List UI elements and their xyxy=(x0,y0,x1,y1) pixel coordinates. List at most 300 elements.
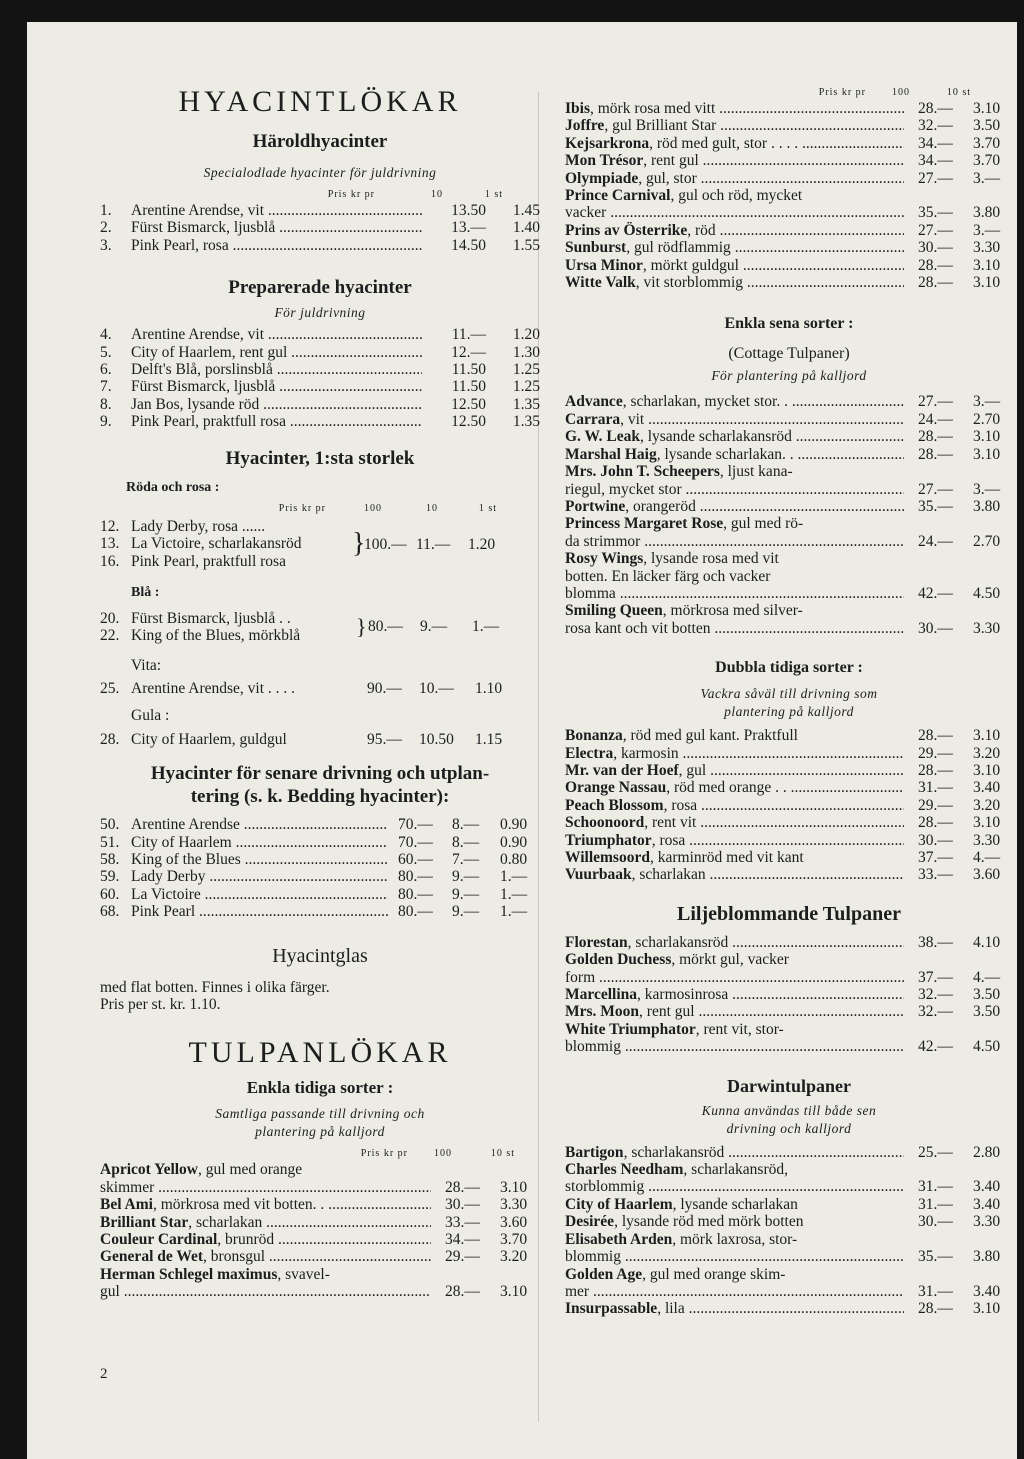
price-100: 38.— xyxy=(918,933,953,951)
price-100: 28.— xyxy=(918,256,953,274)
price-10: 2.70 xyxy=(973,410,1001,428)
price-100: 32.— xyxy=(918,1003,953,1021)
list-item xyxy=(565,257,1013,274)
price-1: 1.30 xyxy=(512,343,540,361)
variety-name: Desirée xyxy=(565,1213,615,1231)
list-item xyxy=(565,727,1013,744)
price-100: 29.— xyxy=(918,744,953,762)
variety-name: Marcellina xyxy=(565,986,638,1004)
variety-name: Ursa Minor xyxy=(565,256,643,274)
variety-name: Apricot Yellow xyxy=(100,1161,199,1179)
list-item xyxy=(565,934,1013,951)
price-10: 14.50 xyxy=(451,236,486,254)
item-name: Brilliant Star, scharlakan ..... xyxy=(100,1214,431,1231)
list-item xyxy=(565,866,1013,883)
price-10: 3.10 xyxy=(973,727,1001,745)
right-column-headers: Pris kr pr 100 10 st xyxy=(818,87,971,98)
price-1: 1.40 xyxy=(512,219,540,237)
list-item xyxy=(565,1196,1013,1213)
list-item xyxy=(100,378,540,395)
price-10: 3.30 xyxy=(973,619,1001,637)
item-number: 5. xyxy=(100,343,112,361)
price-100: 30.— xyxy=(445,1196,480,1214)
variety-name: General de Wet xyxy=(100,1248,204,1266)
item-number: 58. xyxy=(100,850,120,868)
item-name: Kejsarkrona, röd med gult, stor . . . . ..... xyxy=(565,135,904,152)
price-10: 3.50 xyxy=(973,986,1001,1004)
variety-name: Schoonoord xyxy=(565,814,645,832)
item-name: Prins av Österrike, röd ..... xyxy=(565,222,904,239)
price-100: 34.— xyxy=(918,152,953,170)
variety-name: Smiling Queen xyxy=(565,602,663,620)
price-100: 28.— xyxy=(918,1300,953,1318)
price-100: 28.— xyxy=(918,428,953,446)
list-item xyxy=(565,762,1013,779)
item-name: blommig ..... xyxy=(565,1038,904,1055)
list-item xyxy=(565,1248,1013,1265)
list-item: 13. La Victoire, scharlakansröd xyxy=(100,535,302,553)
item-name: Marshal Haig, lysande scharlakan. . ..... xyxy=(565,446,904,463)
item-number: 4. xyxy=(100,326,112,344)
item-name-line: Herman Schlegel maximus, svavel- xyxy=(100,1265,330,1283)
preparerade-list xyxy=(100,326,540,430)
list-item xyxy=(100,903,540,920)
haroldhyacinter-list xyxy=(100,202,540,254)
enkla-sena-list xyxy=(565,393,1013,637)
variety-name: G. W. Leak xyxy=(565,428,640,446)
price-10: 3.10 xyxy=(973,100,1001,117)
variety-name: Brilliant Star xyxy=(100,1213,189,1231)
variety-name: Olympiade xyxy=(565,169,639,187)
variety-name: Golden Age xyxy=(565,1265,643,1283)
variety-name: Carrara xyxy=(565,410,621,428)
price-10: 3.80 xyxy=(973,1248,1001,1266)
price-100: 35.— xyxy=(918,204,953,222)
item-name: Mr. van der Hoef, gul ..... xyxy=(565,762,904,779)
item-number: 7. xyxy=(100,378,112,396)
list-item xyxy=(565,1003,1013,1020)
list-item xyxy=(565,745,1013,762)
item-number: 50. xyxy=(100,816,120,834)
price-10: 3.80 xyxy=(973,497,1001,515)
price-1: 0.90 xyxy=(500,816,528,834)
variety-name: Mrs. John T. Scheepers xyxy=(565,463,720,481)
item-name: City of Haarlem, lysande scharlakan xyxy=(565,1195,798,1213)
hyacintglas-text2: Pris per st. kr. 1.10. xyxy=(100,995,221,1013)
list-item xyxy=(100,1283,540,1300)
variety-name: City of Haarlem xyxy=(565,1195,673,1213)
list-item: 25. Arentine Arendse, vit . . . . 90.— 10.— 1.10 xyxy=(100,679,503,697)
list-item xyxy=(100,834,540,851)
item-name: General de Wet, bronsgul ..... xyxy=(100,1248,431,1265)
item-name: La Victoire ..... xyxy=(131,886,388,903)
roda-prices: 100.— 11.— 1.20 xyxy=(364,536,496,554)
price-1: 1.35 xyxy=(512,395,540,413)
item-name: Witte Valk, vit storblommig ..... xyxy=(565,274,904,291)
bedding-list xyxy=(100,816,540,920)
item-name-line: Mrs. John T. Scheepers, ljust kana- xyxy=(565,463,793,481)
enkla-sena-sub1: (Cottage Tulpaner) xyxy=(728,345,850,363)
list-item xyxy=(100,202,540,219)
price-1: 1.— xyxy=(500,868,528,886)
variety-name: Sunburst xyxy=(565,239,627,257)
price-100: 37.— xyxy=(918,968,953,986)
list-item xyxy=(565,779,1013,796)
item-name: Mon Trésor, rent gul ..... xyxy=(565,152,904,169)
item-name-line: White Triumphator, rent vit, stor- xyxy=(565,1020,784,1038)
bla-prices: 80.— 9.— 1.— xyxy=(368,617,500,635)
item-number: 8. xyxy=(100,395,112,413)
price-100: 28.— xyxy=(918,814,953,832)
price-10: 3.10 xyxy=(973,1300,1001,1318)
list-item: 16. Pink Pearl, praktfull rosa xyxy=(100,552,286,570)
variety-name: Advance xyxy=(565,393,623,411)
item-number: 51. xyxy=(100,833,120,851)
list-item xyxy=(565,152,1013,169)
variety-name: Prince Carnival xyxy=(565,187,671,205)
item-name: gul ..... xyxy=(100,1283,431,1300)
list-item xyxy=(100,1231,540,1248)
item-name-line: Elisabeth Arden, mörk laxrosa, stor- xyxy=(565,1230,798,1248)
list-item xyxy=(565,170,1013,187)
variety-name: Mon Trésor xyxy=(565,152,644,170)
item-name: Orange Nassau, röd med orange . . ..... xyxy=(565,779,904,796)
list-item xyxy=(100,1179,540,1196)
item-name: storblommig ..... xyxy=(565,1178,904,1195)
variety-name: Kejsarkrona xyxy=(565,134,650,152)
price-100: 31.— xyxy=(918,1178,953,1196)
price-100: 28.— xyxy=(918,445,953,463)
enkla-tidiga-subtitle-2: plantering på kalljord xyxy=(255,1124,385,1140)
item-name: Jan Bos, lysande röd ..... xyxy=(131,396,422,413)
tulpanlokar-title: TULPANLÖKAR xyxy=(188,1036,452,1070)
price-1: 0.90 xyxy=(500,833,528,851)
dubbla-sub1: Vackra såväl till drivning som xyxy=(700,686,878,702)
price-10: 3.40 xyxy=(973,1282,1001,1300)
list-item xyxy=(100,237,540,254)
item-name-line: Apricot Yellow, gul med orange xyxy=(100,1161,303,1179)
price-100: 28.— xyxy=(445,1283,480,1301)
price-10: 3.30 xyxy=(973,239,1001,257)
variety-name: Insurpassable xyxy=(565,1300,658,1318)
variety-name: Vuurbaak xyxy=(565,866,632,884)
price-10: 11.50 xyxy=(451,361,486,379)
price-100: 37.— xyxy=(918,849,953,866)
catalog-page xyxy=(27,22,1017,1459)
item-name-line: Princess Margaret Rose, gul med rö- xyxy=(565,515,804,533)
list-item xyxy=(100,219,540,236)
price-10: 3.60 xyxy=(973,866,1001,884)
variety-name: Rosy Wings xyxy=(565,550,644,568)
price-1: 1.— xyxy=(500,903,528,921)
price-10: 4.10 xyxy=(973,933,1001,951)
variety-name: Willemsoord xyxy=(565,849,650,866)
list-item xyxy=(100,396,540,413)
variety-name: Elisabeth Arden xyxy=(565,1230,673,1248)
variety-name: Bartigon xyxy=(565,1143,624,1161)
left-column xyxy=(100,84,540,1301)
variety-name: Portwine xyxy=(565,497,626,515)
price-10: 3.30 xyxy=(500,1196,528,1214)
darwin-sub1: Kunna användas till både sen xyxy=(701,1102,877,1118)
item-name: Pink Pearl, praktfull rosa ..... xyxy=(131,413,422,430)
darwin-heading: Darwintulpaner xyxy=(726,1075,851,1096)
price-100: 80.— xyxy=(398,868,433,886)
storlek-heading: Hyacinter, 1:sta storlek xyxy=(225,447,415,469)
price-100: 28.— xyxy=(918,761,953,779)
list-item xyxy=(100,868,540,885)
list-item xyxy=(565,814,1013,831)
item-number: 9. xyxy=(100,413,112,431)
price-10: 3.— xyxy=(973,221,1001,239)
storlek-column-headers: Pris kr pr 100 10 1 st xyxy=(278,503,497,515)
price-100: 33.— xyxy=(445,1213,480,1231)
price-10: 3.10 xyxy=(500,1178,528,1196)
item-name: Arentine Arendse ..... xyxy=(131,816,388,833)
price-100: 60.— xyxy=(398,850,433,868)
haroldhyacinter-subtitle: Specialodlade hyacinter för juldrivning xyxy=(203,165,437,180)
hyacintglas-heading: Hyacintglas xyxy=(272,944,368,967)
price-100: 31.— xyxy=(918,1282,953,1300)
variety-name: Ibis xyxy=(565,100,590,117)
price-100: 42.— xyxy=(918,1038,953,1056)
price-100: 32.— xyxy=(918,986,953,1004)
item-name: da strimmor ..... xyxy=(565,533,904,550)
dubbla-sub2: plantering på kalljord xyxy=(724,704,854,720)
darwin-sub2: drivning och kalljord xyxy=(726,1120,852,1136)
price-100: 70.— xyxy=(398,833,433,851)
item-name: Lady Derby ..... xyxy=(131,868,388,885)
item-name: Fürst Bismarck, ljusblå ..... xyxy=(131,378,422,395)
hyacintlokar-title: HYACINTLÖKAR xyxy=(178,85,462,118)
price-100: 27.— xyxy=(918,221,953,239)
price-100: 31.— xyxy=(918,779,953,797)
price-10: 3.50 xyxy=(973,1003,1001,1021)
item-name: Pink Pearl ..... xyxy=(131,903,388,920)
enkla-tidiga-heading: Enkla tidiga sorter : xyxy=(246,1078,394,1098)
price-10: 3.30 xyxy=(973,831,1001,849)
variety-name: Mrs. Moon xyxy=(565,1003,640,1021)
bla-label: Blå : xyxy=(131,585,160,601)
price-100: 35.— xyxy=(918,1248,953,1266)
item-name-line: botten. En läcker färg och vacker xyxy=(565,567,771,585)
variety-name: Herman Schlegel maximus xyxy=(100,1265,278,1283)
list-item xyxy=(565,1213,1013,1230)
price-10: 3.10 xyxy=(973,814,1001,832)
preparerade-heading: Preparerade hyacinter xyxy=(228,277,412,299)
gula-label: Gula : xyxy=(131,707,170,725)
variety-name: Charles Needham xyxy=(565,1161,684,1179)
list-item xyxy=(565,239,1013,256)
brace: } xyxy=(356,613,367,639)
price-1: 1.20 xyxy=(512,326,540,344)
price-100: 42.— xyxy=(918,584,953,602)
price-10: 3.— xyxy=(973,480,1001,498)
item-name: King of the Blues ..... xyxy=(131,851,388,868)
list-item xyxy=(565,117,1013,134)
list-item xyxy=(565,832,1013,849)
price-10: 3.— xyxy=(973,393,1001,411)
price-1: 1.— xyxy=(500,885,528,903)
price-100: 28.— xyxy=(918,274,953,292)
list-item xyxy=(565,411,1013,428)
price-10: 7.— xyxy=(452,850,480,868)
price-100: 29.— xyxy=(918,796,953,814)
list-item xyxy=(100,886,540,903)
price-10: 11.— xyxy=(451,326,486,344)
item-name: Olympiade, gul, stor ..... xyxy=(565,170,904,187)
price-100: 28.— xyxy=(445,1178,480,1196)
item-name: riegul, mycket stor ..... xyxy=(565,481,904,498)
price-100: 70.— xyxy=(398,816,433,834)
price-100: 30.— xyxy=(918,619,953,637)
bedding-heading: Hyacinter för senare drivning och utplan- tering (s. k. Bedding hyacinter): xyxy=(150,763,490,808)
list-item xyxy=(565,204,1013,221)
price-10: 4.50 xyxy=(973,1038,1001,1056)
price-100: 27.— xyxy=(918,480,953,498)
item-name: Joffre, gul Brilliant Star ..... xyxy=(565,117,904,134)
variety-name: Triumphator xyxy=(565,831,652,849)
item-name: Schoonoord, rent vit ..... xyxy=(565,814,904,831)
list-item xyxy=(565,1300,1013,1317)
price-100: 24.— xyxy=(918,532,953,550)
enkla-sena-heading: Enkla sena sorter : xyxy=(724,315,854,333)
price-10: 13.50 xyxy=(451,202,486,219)
price-10: 3.10 xyxy=(973,761,1001,779)
tulip-column-headers: Pris kr pr 100 10 st xyxy=(360,1148,515,1160)
item-number: 6. xyxy=(100,361,112,379)
enkla-tidiga-subtitle-1: Samtliga passande till drivning och xyxy=(215,1106,425,1122)
price-100: 35.— xyxy=(918,497,953,515)
list-item xyxy=(565,849,1013,866)
price-1: 1.35 xyxy=(512,413,540,431)
price-10: 3.10 xyxy=(500,1283,528,1301)
item-name: form ..... xyxy=(565,969,904,986)
item-name: Delft's Blå, porslinsblå ..... xyxy=(131,361,422,378)
price-100: 80.— xyxy=(398,885,433,903)
list-item xyxy=(565,585,1013,602)
roda-group xyxy=(100,518,540,570)
list-item xyxy=(565,222,1013,239)
item-name: Florestan, scharlakansröd ..... xyxy=(565,934,904,951)
list-item xyxy=(565,969,1013,986)
item-number: 59. xyxy=(100,868,120,886)
price-10: 4.— xyxy=(973,849,1001,866)
variety-name: Prins av Österrike xyxy=(565,221,688,239)
variety-name: Marshal Haig xyxy=(565,445,657,463)
item-name: Vuurbaak, scharlakan ..... xyxy=(565,866,904,883)
item-name: Desirée, lysande röd med mörk botten xyxy=(565,1213,804,1231)
item-name: blommig ..... xyxy=(565,1248,904,1265)
list-item xyxy=(565,393,1013,410)
price-100: 28.— xyxy=(918,100,953,117)
price-10: 3.— xyxy=(973,169,1001,187)
price-10: 3.70 xyxy=(500,1231,528,1248)
price-1: 0.80 xyxy=(500,850,528,868)
price-10: 4.50 xyxy=(973,584,1001,602)
item-name-line: Rosy Wings, lysande rosa med vit xyxy=(565,550,779,568)
item-name: Arentine Arendse, vit ..... xyxy=(131,326,422,343)
price-10: 2.80 xyxy=(973,1143,1001,1161)
list-item xyxy=(565,446,1013,463)
list-item xyxy=(565,533,1013,550)
list-item xyxy=(565,274,1013,291)
price-100: 32.— xyxy=(918,117,953,135)
price-100: 31.— xyxy=(918,1195,953,1213)
price-1: 1.25 xyxy=(512,378,540,396)
price-10: 3.40 xyxy=(973,1178,1001,1196)
price-100: 27.— xyxy=(918,393,953,411)
price-10: 3.20 xyxy=(973,796,1001,814)
list-item xyxy=(100,1214,540,1231)
item-name: Bonanza, röd med gul kant. Praktfull xyxy=(565,727,798,745)
item-name: Bartigon, scharlakansröd ..... xyxy=(565,1144,904,1161)
item-name: Advance, scharlakan, mycket stor. . ..... xyxy=(565,393,904,410)
price-1: 1.25 xyxy=(512,361,540,379)
item-name: Arentine Arendse, vit ..... xyxy=(131,202,422,219)
list-item xyxy=(565,797,1013,814)
price-10: 2.70 xyxy=(973,532,1001,550)
item-name: Carrara, vit ..... xyxy=(565,411,904,428)
list-item xyxy=(565,1283,1013,1300)
price-10: 3.80 xyxy=(973,204,1001,222)
item-name: Willemsoord, karminröd med vit kant xyxy=(565,849,804,866)
liljeblommande-heading: Liljeblommande Tulpaner xyxy=(677,902,901,925)
list-item xyxy=(565,100,1013,117)
variety-name: Couleur Cardinal xyxy=(100,1231,218,1248)
price-10: 12.50 xyxy=(451,413,486,431)
dubbla-list xyxy=(565,727,1013,884)
item-name: Sunburst, gul rödflammig ..... xyxy=(565,239,904,256)
variety-name: Joffre xyxy=(565,117,605,135)
variety-name: Florestan xyxy=(565,933,628,951)
item-name: City of Haarlem, rent gul ..... xyxy=(131,344,422,361)
item-name-line: Prince Carnival, gul och röd, mycket xyxy=(565,187,803,205)
price-10: 3.20 xyxy=(973,744,1001,762)
price-100: 30.— xyxy=(918,831,953,849)
variety-name: Princess Margaret Rose xyxy=(565,515,724,533)
page-number: 2 xyxy=(100,1366,108,1382)
item-name-line: Golden Duchess, mörkt gul, vacker xyxy=(565,951,789,969)
variety-name: White Triumphator xyxy=(565,1020,696,1038)
variety-name: Witte Valk xyxy=(565,274,636,292)
item-name: vacker ..... xyxy=(565,204,904,221)
right-column xyxy=(565,87,1013,1318)
item-name: Bel Ami, mörkrosa med vit botten. . ..... xyxy=(100,1196,431,1213)
item-name: Electra, karmosin ..... xyxy=(565,745,904,762)
list-item xyxy=(565,481,1013,498)
list-item xyxy=(100,326,540,343)
preparerade-subtitle: För juldrivning xyxy=(274,305,366,321)
price-10: 3.70 xyxy=(973,134,1001,152)
price-1: 1.55 xyxy=(512,236,540,254)
item-name: City of Haarlem ..... xyxy=(131,834,388,851)
list-item: 22. King of the Blues, mörkblå xyxy=(100,627,301,645)
price-10: 3.70 xyxy=(973,152,1001,170)
list-item xyxy=(565,428,1013,445)
price-10: 9.— xyxy=(452,885,480,903)
item-name-line: Charles Needham, scharlakansröd, xyxy=(565,1161,788,1179)
price-10: 12.50 xyxy=(451,395,486,413)
price-10: 3.20 xyxy=(500,1248,528,1266)
price-100: 24.— xyxy=(918,410,953,428)
list-item xyxy=(565,135,1013,152)
price-1: 1.45 xyxy=(512,202,540,219)
price-100: 34.— xyxy=(445,1231,480,1248)
list-item xyxy=(100,344,540,361)
variety-name: Electra xyxy=(565,744,614,762)
price-100: 34.— xyxy=(918,134,953,152)
